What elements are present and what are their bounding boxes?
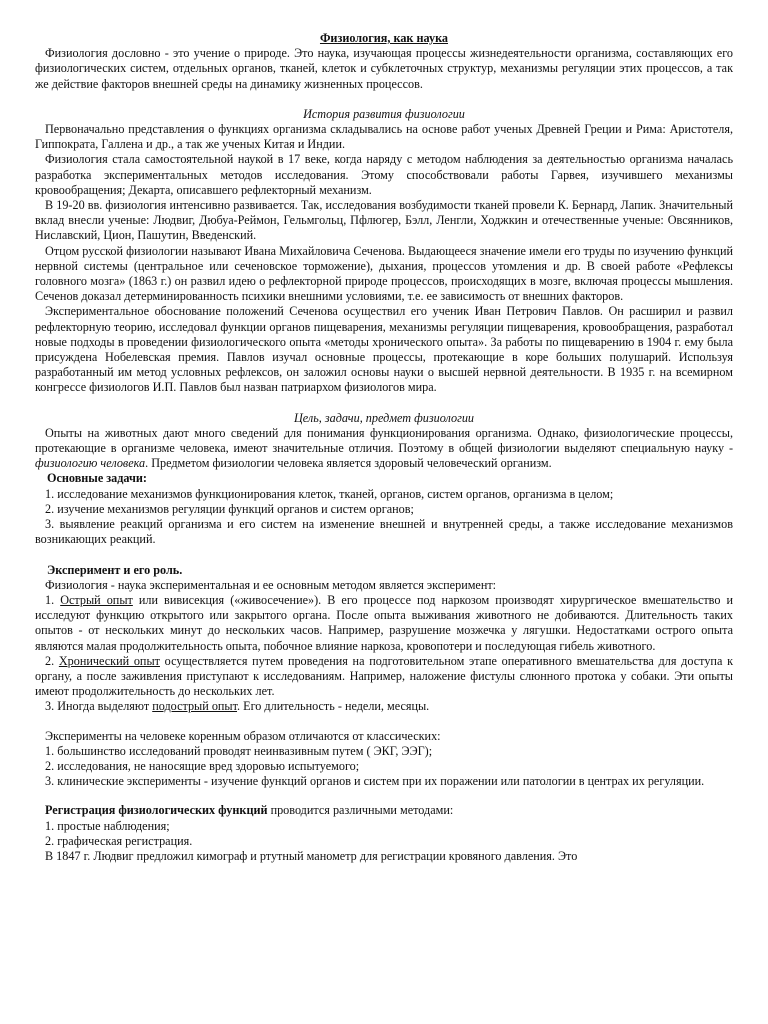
registration-item: 2. графическая регистрация. — [45, 833, 193, 848]
goals-text-a: Опыты на животных дают много сведений для понимания функционирования организма. Однако, физиологические процессы, протекающие в организме человека, имеют значительные отличия. Поэтому в общей физиологии выделяют специальную науку - — [35, 425, 733, 456]
registration-item: 1. простые наблюдения; — [45, 818, 170, 833]
registration-heading — [35, 803, 733, 818]
registration-last-line: В 1847 г. Людвиг предложил кимограф и ртутный манометр для регистрации кровяного давления. Это — [45, 848, 578, 863]
subacute-experiment-item — [35, 699, 733, 714]
task-item: 3. выявление реакций организма и его систем на изменение внешней и внутренней среды, а также исследование механизмов возникающих реакций. — [35, 517, 733, 547]
subacute-term: подострый опыт — [152, 699, 238, 714]
chronic-term: Хронический опыт — [58, 653, 160, 668]
history-heading: История развития физиологии — [303, 106, 465, 121]
history-paragraph-1: Первоначально представления о функциях организма складывались на основе работ ученых Древней Греции и Рима: Аристотеля, Гиппократа, Галлена и др., а так же ученых Китая и Индии. — [35, 122, 733, 152]
history-paragraph-4: Отцом русской физиологии называют Ивана Михайловича Сеченова. Выдающееся значение имели его труды по изучению функций нервной системы (центральное или сеченовское торможение), дыхания, процессов утомления и др. В своей работе «Рефлексы головного мозга» (1863 г.) он развил идею о рефлекторной природе процессов, происходящих в мозге, включая процессы мышления. Сеченов доказал детерминированность психики внешними условиями, т.е. ее зависимость от внешних факторов. — [35, 243, 733, 304]
acute-text: или вивисекция («живосечение»). В его процессе под наркозом производят хирургическое вмешательство и исследуют функцию открытого или закрытого органа. После опыта выживания животного не добиваются. Длительность таких опытов - от нескольких минут до нескольких часов. Например, разрушение мозжечка у лягушки. Недостатками острого опыта являются малая продолжительность опыта, побочное влияние наркоза, кровопотери и последующая гибель животного. — [35, 592, 734, 653]
subacute-text-a: 3. Иногда выделяют — [45, 699, 153, 714]
chronic-text: осуществляется путем проведения на подготовительном этапе оперативного вмешательства для доступа к органу, а после заживления приступают к исследованиям. Например, наложение фистулы слюнного протока у собаки. Эти опыты имеют продолжительность до нескольких лет. — [35, 653, 733, 699]
chronic-number: 2. — [45, 653, 59, 668]
human-experiment-item: 2. исследования, не наносящие вред здоровью испытуемого; — [45, 758, 360, 773]
subacute-text-b: . Его длительность - недели, месяцы. — [237, 699, 430, 714]
human-experiment-item: 3. клинические эксперименты - изучение функций органов и систем при их поражении или патологии в центрах их регуляции. — [45, 774, 705, 789]
tasks-heading: Основные задачи: — [47, 471, 147, 486]
history-paragraph-3: В 19-20 вв. физиология интенсивно развивается. Так, исследования возбудимости тканей провели К. Бернард, Лапик. Значительный вклад внесли ученые: Людвиг, Дюбуа-Реймон, Гельмгольц, Пфлюгер, Бэлл, Ленгли, Ходжкин и отечественные ученые: Овсянников, Ниславский, Цион, Пашутин, Введенский. — [35, 198, 733, 243]
acute-experiment-item — [35, 593, 733, 654]
page-title: Физиология, как наука — [319, 31, 449, 45]
chronic-experiment-item — [35, 654, 733, 700]
task-item: 2. изучение механизмов регуляции функций органов и систем органов; — [45, 501, 414, 516]
human-experiment-item: 1. большинство исследований проводят неинвазивным путем ( ЭКГ, ЭЭГ); — [45, 743, 433, 758]
human-experiments-intro: Эксперименты на человеке коренным образом отличаются от классических: — [45, 728, 441, 743]
acute-term: Острый опыт — [60, 592, 133, 607]
task-item: 1. исследование механизмов функционирования клеток, тканей, органов, систем органов, организма в целом; — [45, 486, 614, 501]
registration-heading-bold: Регистрация физиологических функций — [45, 803, 268, 818]
document-page — [35, 31, 733, 864]
intro-paragraph: Физиология дословно - это учение о природе. Это наука, изучающая процессы жизнедеятельности организма, составляющих его физиологических систем, отдельных органов, тканей, клеток и субклеточных структур, механизмы регуляции этих процессов, а так же действие факторов внешней среды на динамику жизненных процессов. — [35, 46, 733, 91]
goals-emphasis: физиологию человека — [35, 456, 146, 471]
goals-text-b: . Предметом физиологии человека является здоровый человеческий организм. — [145, 456, 552, 471]
acute-number: 1. — [45, 592, 61, 607]
experiment-paragraph: Физиология - наука экспериментальная и ее основным методом является эксперимент: — [45, 577, 497, 592]
experiment-heading: Эксперимент и его роль. — [47, 562, 183, 577]
registration-heading-rest: проводится различными методами: — [267, 803, 454, 818]
goals-heading: Цель, задачи, предмет физиологии — [293, 410, 475, 425]
goals-paragraph — [35, 426, 733, 472]
history-paragraph-2: Физиология стала самостоятельной наукой в 17 веке, когда наряду с методом наблюдения за деятельностью организма началась разработка экспериментальных методов исследования. Этому способствовали работы Гарвея, изучившего механизмы кровообращения; Декарта, описавшего рефлекторный механизм. — [35, 152, 733, 197]
history-paragraph-5: Экспериментальное обоснование положений Сеченова осуществил его ученик Иван Петрович Павлов. Он расширил и развил рефлекторную теорию, исследовал функции органов пищеварения, механизмы регуляции пищеварения, кровообращения, разработал новые подходы в проведении физиологического опыта «методы хронического опыта». За работы по пищеварению в 1904 г. ему была присуждена Нобелевская премия. Павлов изучал основные процессы, протекающие в коре больших полушарий. Используя разработанный им метод условных рефлексов, он заложил основы науки о высшей нервной деятельности. В 1935 г. на всемирном конгрессе физиологов И.П. Павлов был назван патриархом физиологов мира. — [35, 304, 733, 395]
